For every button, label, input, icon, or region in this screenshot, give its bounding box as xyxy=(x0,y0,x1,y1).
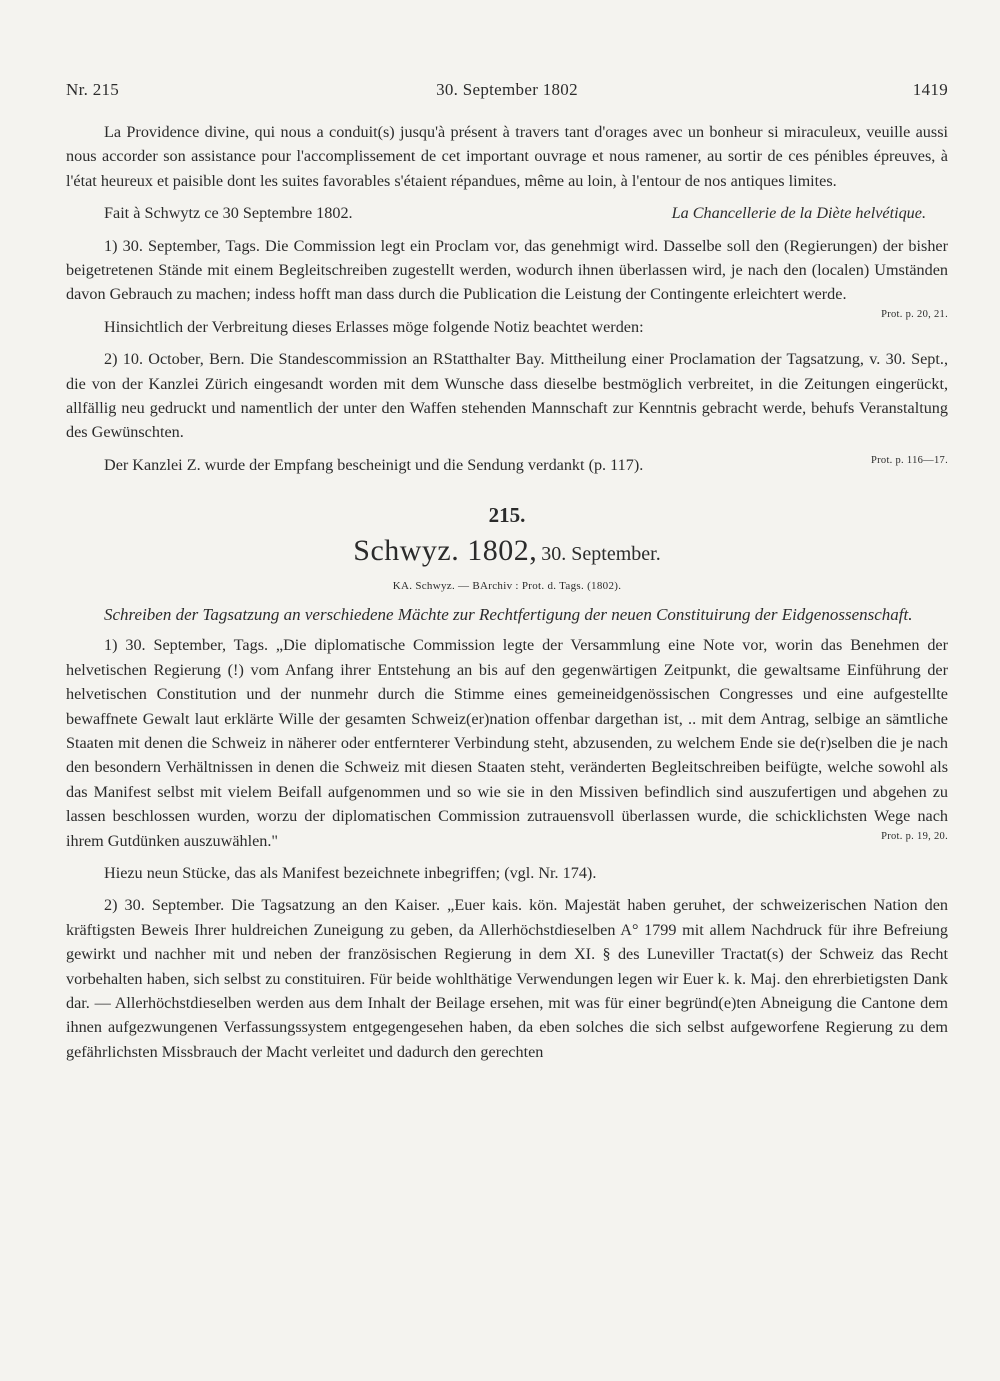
bern-paragraph: 2) 10. October, Bern. Die Standescommission an RStatthalter Bay. Mittheilung einer Proclamation der Tagsatzung, v. 30. Sept., die von der Kanzlei Zürich eingesandt worden mit dem Wunsche dass dieselbe bestmöglich verbreitet, in die Zeitungen eingerückt, allfällig neu gedruckt und namentlich der unter den Waffen stehenden Mannschaft zur Kenntnis gebracht werde, behufs Veranstaltung des Gewünschten. xyxy=(66,350,948,442)
notice-paragraph: Hinsichtlich der Verbreitung dieses Erlasses möge folgende Notiz beachtet werden: xyxy=(104,317,644,336)
commission-text: 1) 30. September, Tags. Die Commission legt ein Proclam vor, das genehmigt wird. Dasselbe soll den (Regierungen) der bisher beigetretenen Stände mit einem Begleitschreiben zugestellt werden, wodurch ihnen überlassen wird, je nach den (localen) Umständen davon Gebrauch zu machen; indess hofft man dass durch die Publication die Leistung der Contingente erleichtert werde. xyxy=(66,236,948,304)
protocol-reference: Prot. p. 19, 20. xyxy=(881,830,948,842)
page-number: 1419 xyxy=(912,80,948,99)
signature-place: Fait à Schwytz ce 30 Septembre 1802. xyxy=(104,204,353,223)
protocol-reference: Prot. p. 20, 21. xyxy=(881,308,948,320)
letter-to-emperor-paragraph: 2) 30. September. Die Tagsatzung an den Kaiser. „Euer kais. kön. Majestät haben geruhet, der schweizerischen Nation den kräftigsten Beweis Ihrer huldreichen Zuneigung zu geben, da Allerhöchstdieselben A° 1799 mit allem Nachdruck für ihre Befreiung gewirkt und nachher mit und neben der französischen Regierung in dem XI. § des Luneviller Tractat(s) der Schweiz das Recht vorbehalten haben, sich selbst zu constituiren. Für beide wohlthätige Verwendungen legen wir Euer k. k. Maj. den ehrerbietigsten Dank dar. — Allerhöchstdieselben werden aus dem Inhalt der Beilage ersehen, mit was für einer begründ(e)ten Abneigung die Cantone dem ihnen aufgezwungenen Verfassungssystem entgegengesehen haben, da eben solches die sich selbst aufgeworfene Regierung zu dem gefährlichsten Missbrauch der Macht verleitet und dadurch den gerechten xyxy=(66,896,948,1061)
signature-chancellery: La Chancellerie de la Diète helvétique. xyxy=(671,204,926,223)
kanzlei-paragraph xyxy=(66,453,948,477)
document-number: 215. xyxy=(488,503,526,528)
date-header: 30. September 1802 xyxy=(436,80,578,99)
document-place: Schwyz. 1802, xyxy=(353,534,538,568)
archive-source: KA. Schwyz. — BArchiv : Prot. d. Tags. (1802). xyxy=(392,580,622,593)
document-caption: Schreiben der Tagsatzung an verschiedene Mächte zur Rechtfertigung der neuen Constituirung der Eidgenossenschaft. xyxy=(104,605,913,625)
signature-line xyxy=(66,201,948,225)
proclamation-closing-paragraph: La Providence divine, qui nous a conduit(s) jusqu'à présent à travers tant d'orages avec un bonheur si miraculeux, veuille aussi nous accorder son assistance pour l'accomplissement de cet important ouvrage et nous ramener, au sortir de ces pénibles épreuves, à l'état heureux et paisible dont les suites favorables s'étaient répandues, même au loin, à l'entour de nos antiques limites. xyxy=(66,123,948,190)
document-date: 30. September. xyxy=(541,543,661,566)
diplomatic-commission-paragraph xyxy=(66,633,948,853)
document-number-header: Nr. 215 xyxy=(66,80,120,99)
document-heading xyxy=(66,531,948,575)
diplomatic-commission-text: 1) 30. September, Tags. „Die diplomatische Commission legte der Versammlung eine Note vor, worin das Benehmen der helvetischen Regierung (!) vom Anfang ihrer Entstehung an bis auf den gegenwärtigen Zeitpunkt, die gewaltsame Einführung der helvetischen Constitution und der nunmehr durch die Stimme eines gemeineidgenössischen Congresses und eine aufgestellte bewaffnete Gewalt laut erklärte Wille der gesamten Schweiz(er)nation offenbar dargethan ist, .. mit dem Antrag, selbige an sämtliche Staaten mit denen die Schweiz in näherer oder entfernterer Verbindung steht, abzusenden, zu welchem Ende sie de(r)selben die je nach den besondern Verhältnissen in denen die Schweiz mit diesen Staaten steht, veränderten Begleitschreiben beifügte, welche sowohl als das Manifest selbst mit vielem Beifall aufgenommen und so wie sie in den Missiven befindlich sind auszufertigen und abgehen zu lassen beschlossen wurden, worzu der diplomatischen Commission zutrauensvoll überlassen wurde, die schicklichsten Wege nach ihrem Gutdünken auszuwählen." xyxy=(66,636,948,850)
commission-paragraph xyxy=(66,234,948,320)
page-header xyxy=(66,80,948,106)
page-body xyxy=(66,120,948,1064)
protocol-reference: Prot. p. 116—17. xyxy=(870,454,948,466)
enclosures-paragraph: Hiezu neun Stücke, das als Manifest bezeichnete inbegriffen; (vgl. Nr. 174). xyxy=(104,863,597,882)
kanzlei-text: Der Kanzlei Z. wurde der Empfang bescheinigt und die Sendung verdankt (p. 117). xyxy=(104,455,644,474)
